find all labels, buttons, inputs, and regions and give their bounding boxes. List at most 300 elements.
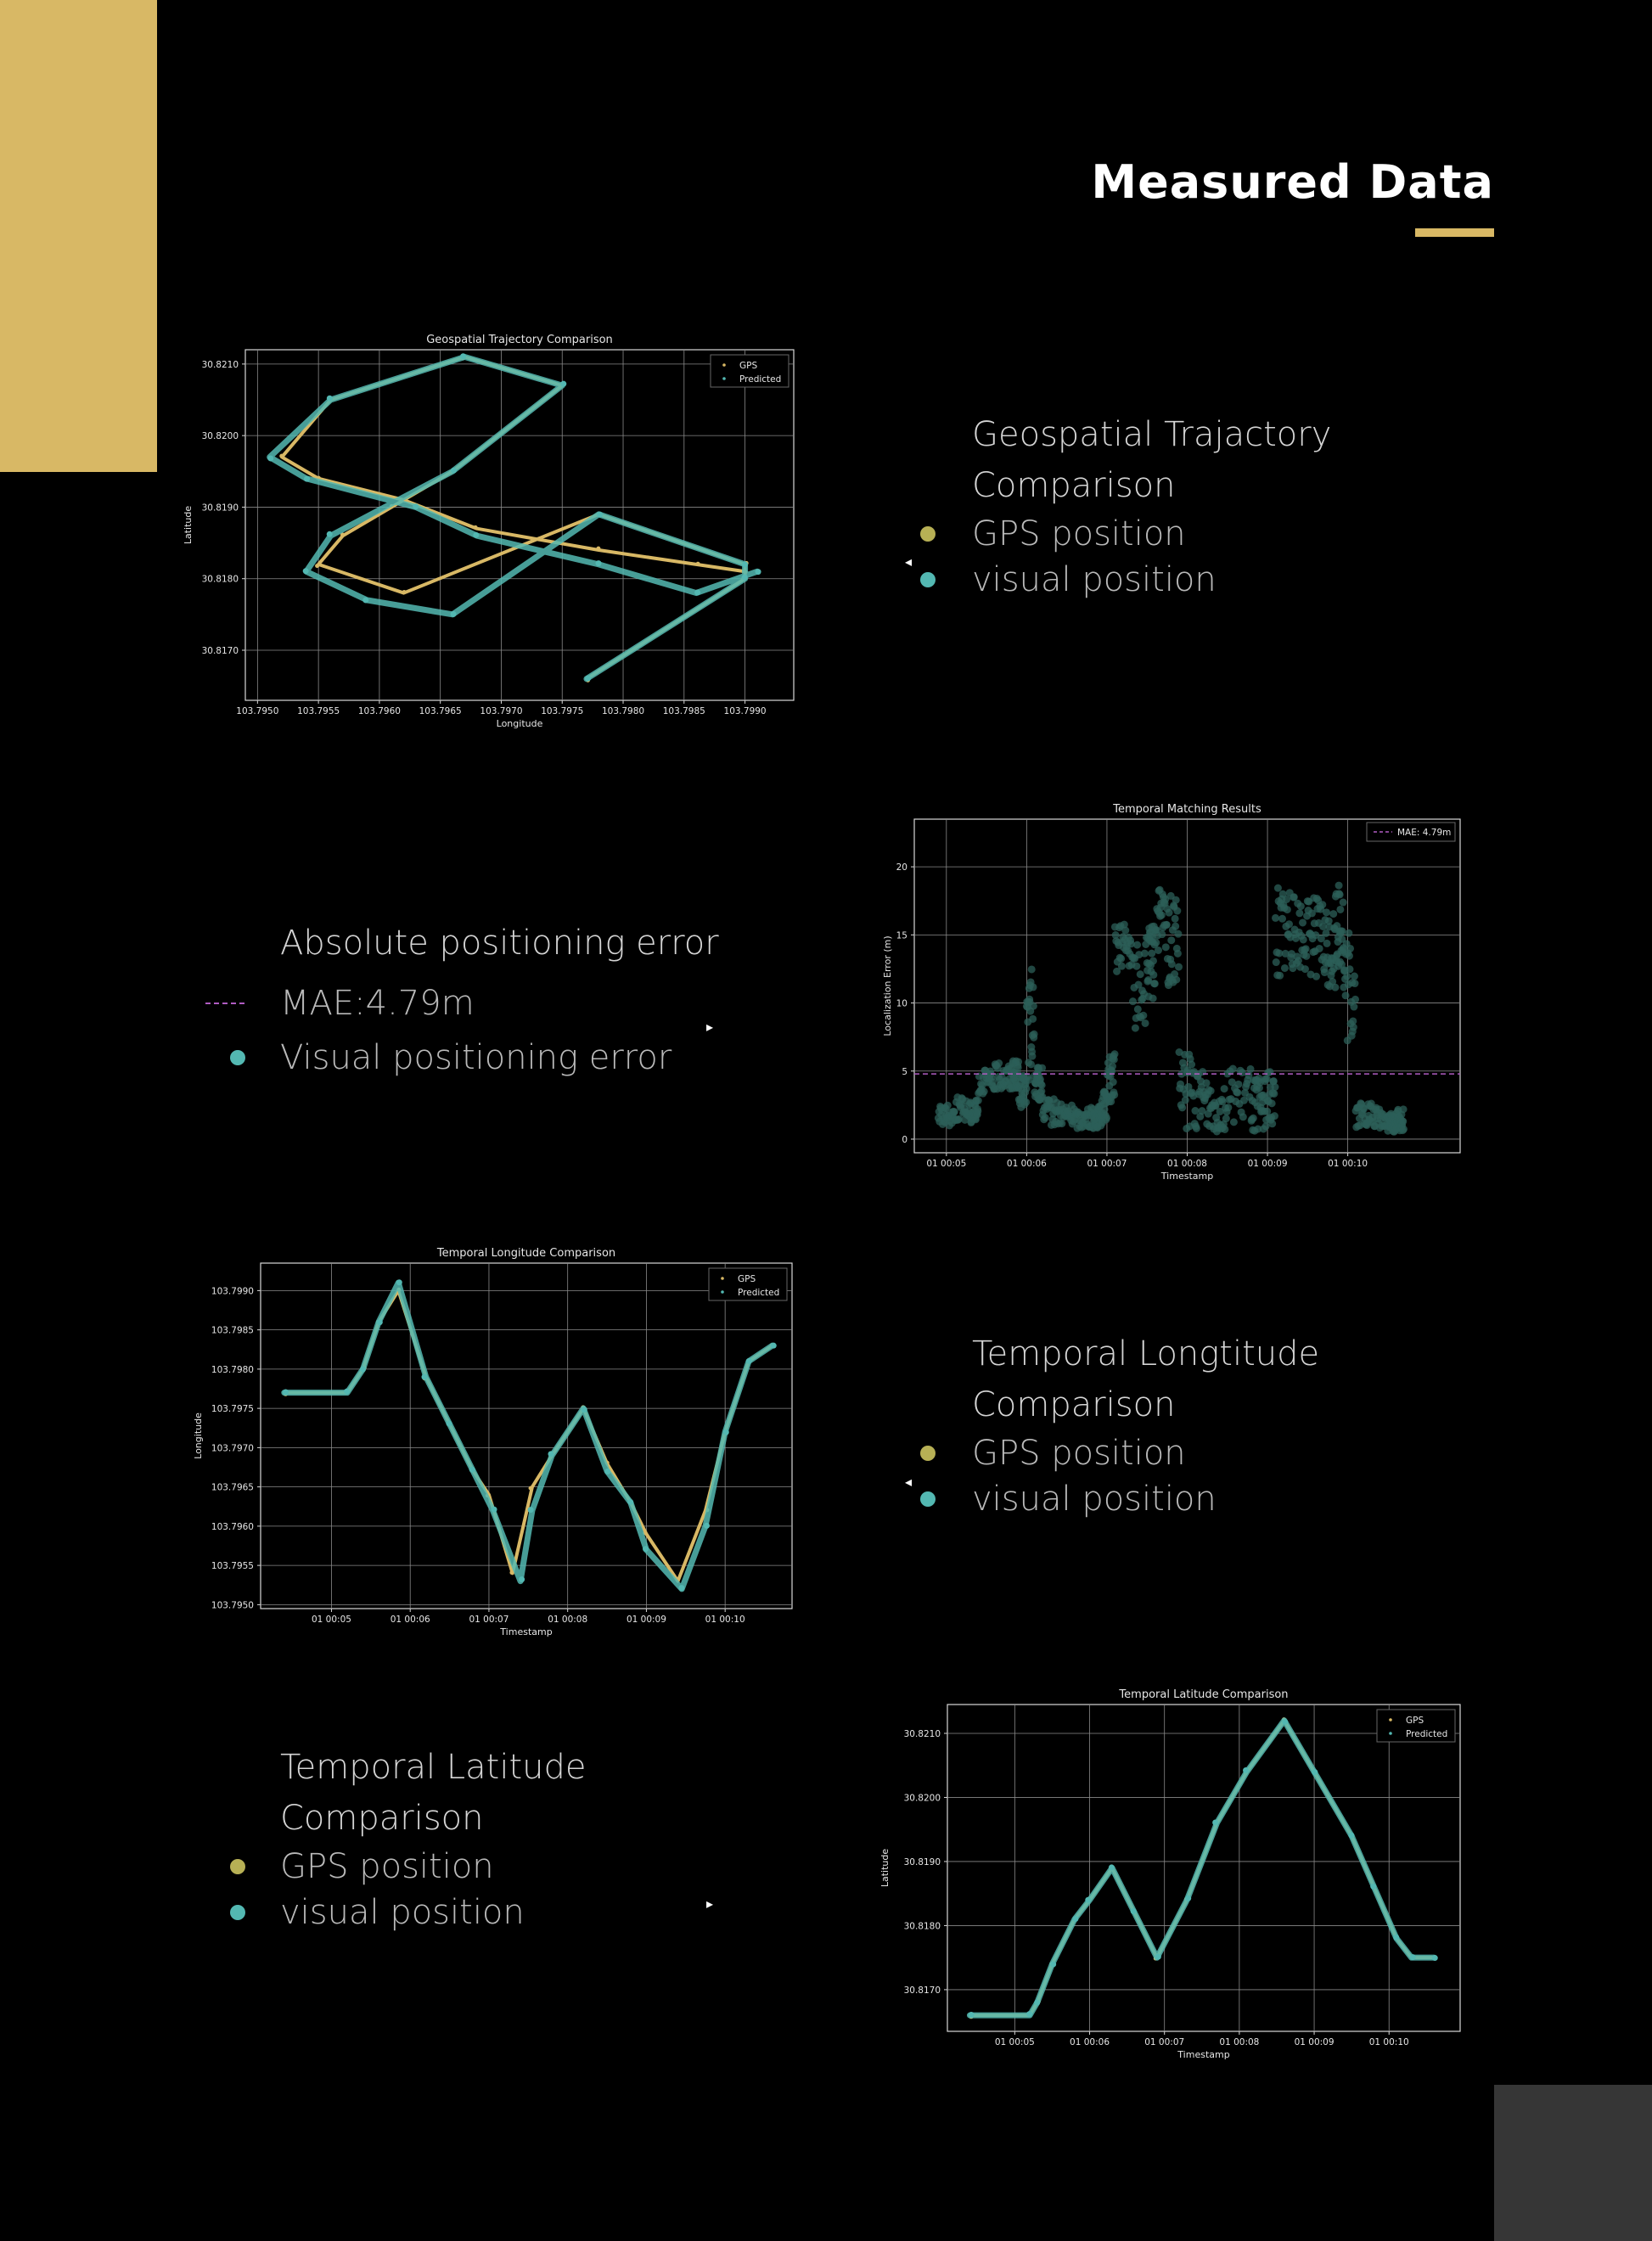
visual-dot-icon — [920, 1491, 936, 1507]
error-point — [1299, 918, 1306, 926]
error-point — [1029, 1015, 1037, 1023]
series-point-predicted — [422, 1374, 428, 1380]
error-point — [1207, 1087, 1215, 1095]
y-tick-label: 30.8190 — [903, 1856, 941, 1868]
latitude-description — [280, 1742, 587, 1935]
error-point — [1118, 963, 1126, 970]
error-point — [1133, 941, 1141, 949]
error-point — [1172, 923, 1179, 930]
series-point-predicted — [528, 1507, 534, 1513]
legend-marker-gps — [722, 363, 726, 367]
error-point — [981, 1087, 988, 1095]
series-point-predicted — [742, 575, 748, 581]
series-point-predicted — [1185, 1896, 1191, 1901]
chart-title: Temporal Matching Results — [1113, 803, 1261, 816]
error-point — [1331, 984, 1339, 991]
error-point — [1014, 1058, 1022, 1065]
error-point — [1110, 1078, 1117, 1086]
longitude-heading-line-2: Comparison — [972, 1385, 1176, 1424]
error-point — [1042, 1114, 1049, 1121]
error-point — [1400, 1105, 1408, 1113]
longitude-legend-gps-label: GPS position — [972, 1434, 1186, 1473]
error-point — [1162, 943, 1170, 951]
series-point-predicted — [742, 561, 748, 567]
error-point — [1167, 936, 1175, 944]
error-legend-visual-label: Visual positioning error — [280, 1038, 672, 1077]
error-point — [1191, 1107, 1199, 1115]
error-point — [1268, 1099, 1276, 1107]
x-tick-label: 01 00:10 — [1368, 2037, 1409, 2047]
series-point-gps — [696, 562, 700, 566]
x-tick-label: 01 00:06 — [390, 1615, 430, 1625]
error-legend-mae-label: MAE:4.79m — [280, 984, 475, 1023]
x-tick-label: 01 00:09 — [1247, 1159, 1288, 1169]
error-point — [1028, 1053, 1036, 1060]
error-point — [1203, 1079, 1211, 1087]
series-point-predicted — [1243, 1767, 1249, 1773]
y-tick-label: 30.8170 — [201, 646, 239, 656]
series-point-gps — [402, 590, 407, 594]
latitude-chart — [879, 1684, 1481, 2066]
chart-title: Geospatial Trajectory Comparison — [426, 334, 613, 346]
x-tick-label: 01 00:08 — [1167, 1159, 1207, 1169]
error-point — [1193, 1125, 1200, 1132]
chart-title: Temporal Latitude Comparison — [1119, 1688, 1289, 1701]
series-point-predicted — [451, 468, 457, 474]
series-point-predicted — [643, 1546, 649, 1552]
error-point — [1250, 1115, 1257, 1122]
x-tick-label: 103.7985 — [662, 706, 705, 716]
x-tick-label: 103.7980 — [601, 706, 645, 716]
legend-label-gps: GPS — [1406, 1716, 1424, 1726]
series-point-predicted — [548, 1451, 553, 1457]
error-point — [1121, 927, 1129, 935]
y-axis-label: Localization Error (m) — [882, 935, 893, 1036]
y-axis-label: Longitude — [193, 1413, 204, 1459]
error-point — [1172, 915, 1179, 923]
chart-title: Temporal Longitude Comparison — [436, 1247, 616, 1260]
x-tick-label: 01 00:05 — [994, 2037, 1035, 2047]
series-point-predicted — [362, 597, 368, 603]
mae-dashed-line-icon — [205, 1003, 244, 1004]
error-point — [1132, 1025, 1139, 1032]
error-chart — [870, 798, 1481, 1188]
trajectory-chart — [174, 329, 806, 737]
error-point — [1234, 1081, 1242, 1088]
error-point — [1233, 1089, 1241, 1097]
error-point — [1134, 1005, 1142, 1013]
error-point — [1221, 1085, 1228, 1092]
series-point-predicted — [1050, 1962, 1056, 1968]
y-tick-label: 30.8170 — [903, 1985, 941, 1996]
series-point-predicted — [1282, 1719, 1288, 1725]
series-point-predicted — [1155, 1954, 1161, 1960]
error-point — [1400, 1126, 1408, 1133]
error-point — [1173, 907, 1181, 915]
y-tick-label: 103.7965 — [211, 1482, 254, 1493]
series-point-predicted — [283, 1390, 289, 1396]
error-point — [1316, 945, 1323, 952]
trajectory-heading-line-1: Geospatial Trajactory — [972, 415, 1332, 454]
error-point — [995, 1059, 1003, 1067]
error-point — [1239, 1113, 1247, 1120]
error-point — [1263, 1076, 1271, 1083]
error-point — [1351, 980, 1358, 987]
error-point — [1297, 902, 1305, 910]
series-point-gps — [279, 454, 284, 458]
error-point — [1149, 995, 1157, 1003]
error-point — [1281, 964, 1289, 972]
error-legend-visual — [280, 1031, 719, 1085]
legend-label-mae: MAE: 4.79m — [1397, 828, 1452, 838]
error-point — [1284, 906, 1291, 913]
series-point-predicted — [1410, 1954, 1416, 1960]
error-point — [1342, 991, 1350, 999]
error-point — [1266, 1068, 1273, 1076]
trajectory-chart-svg — [174, 329, 806, 737]
error-point — [1335, 882, 1343, 890]
error-point — [1272, 914, 1279, 922]
error-point — [1139, 1012, 1147, 1019]
x-tick-label: 01 00:05 — [311, 1615, 351, 1625]
series-point-predicted — [473, 532, 479, 538]
latitude-heading-line-1: Temporal Latitude — [280, 1748, 587, 1787]
y-tick-label: 20 — [896, 862, 907, 873]
error-point — [1031, 1031, 1038, 1038]
x-axis-label: Timestamp — [1177, 2049, 1230, 2060]
error-legend-mae — [280, 976, 719, 1031]
longitude-legend-visual-label: visual position — [972, 1480, 1217, 1519]
x-tick-label: 01 00:10 — [705, 1615, 745, 1625]
y-tick-label: 0 — [902, 1134, 907, 1145]
latitude-legend-visual — [280, 1890, 587, 1935]
error-point — [951, 1108, 958, 1115]
series-point-predicted — [694, 590, 700, 596]
y-tick-label: 103.7955 — [211, 1561, 254, 1572]
error-point — [1152, 939, 1160, 946]
error-point — [1351, 996, 1359, 1003]
series-point-predicted — [396, 1279, 402, 1285]
arrow-left-icon: ◂ — [905, 553, 913, 570]
visual-dot-icon — [230, 1905, 245, 1920]
x-tick-label: 01 00:05 — [926, 1159, 967, 1169]
error-point — [1158, 912, 1166, 919]
error-point — [1350, 1003, 1357, 1011]
latitude-chart-svg — [879, 1684, 1481, 2066]
legend-label-predicted: Predicted — [1406, 1729, 1448, 1739]
x-axis-label: Timestamp — [1160, 1171, 1214, 1182]
error-point — [1030, 1003, 1037, 1010]
error-point — [1318, 901, 1326, 908]
page-title: Measured Data — [1091, 155, 1494, 209]
y-tick-label: 103.7950 — [211, 1600, 254, 1611]
arrow-right-icon: ▸ — [706, 1019, 714, 1035]
series-point-predicted — [969, 2012, 975, 2018]
error-point — [1038, 1064, 1046, 1072]
series-point-predicted — [344, 1389, 350, 1395]
trajectory-legend-gps-label: GPS position — [972, 514, 1186, 553]
error-point — [1142, 1019, 1149, 1027]
error-point — [1351, 973, 1358, 980]
error-point — [1321, 969, 1329, 976]
x-tick-label: 01 00:07 — [1087, 1159, 1127, 1169]
series-point-predicted — [327, 396, 333, 402]
series-point-predicted — [1072, 1916, 1078, 1922]
error-point — [1323, 940, 1331, 947]
longitude-legend-visual — [972, 1476, 1319, 1522]
visual-error-dot-icon — [230, 1050, 245, 1065]
error-point — [1302, 945, 1310, 952]
x-tick-label: 01 00:09 — [626, 1615, 666, 1625]
series-point-predicted — [446, 1421, 452, 1427]
visual-dot-icon — [920, 572, 936, 587]
error-point — [1110, 1091, 1118, 1098]
error-point — [1312, 973, 1320, 980]
longitude-chart — [183, 1243, 806, 1646]
error-point — [1172, 976, 1180, 984]
x-tick-label: 01 00:08 — [548, 1615, 588, 1625]
series-point-predicted — [469, 1467, 475, 1473]
error-description — [280, 917, 719, 1085]
error-point — [1300, 935, 1307, 943]
series-point-predicted — [704, 1523, 710, 1529]
latitude-heading-line-2: Comparison — [280, 1799, 484, 1838]
arrow-right-icon: ▸ — [706, 1896, 714, 1912]
error-point — [1141, 950, 1149, 958]
error-point — [1271, 1083, 1278, 1091]
series-point-predicted — [585, 676, 591, 682]
x-tick-label: 103.7955 — [297, 706, 340, 716]
error-point — [1137, 970, 1144, 978]
latitude-legend-visual-label: visual position — [280, 1893, 525, 1932]
gps-dot-icon — [920, 1446, 936, 1461]
y-tick-label: 5 — [902, 1066, 907, 1077]
error-point — [1174, 930, 1182, 938]
error-point — [1301, 965, 1309, 973]
gps-dot-icon — [920, 526, 936, 542]
series-point-predicted — [604, 1469, 610, 1474]
series-point-predicted — [413, 503, 419, 509]
series-point-predicted — [519, 1576, 525, 1582]
series-point-predicted — [627, 1499, 633, 1505]
gray-corner-block — [1494, 2085, 1652, 2241]
y-tick-label: 30.8210 — [201, 359, 239, 370]
series-point-predicted — [771, 1343, 777, 1349]
error-point — [1346, 952, 1353, 960]
error-point — [1323, 908, 1330, 916]
x-tick-label: 103.7960 — [357, 706, 401, 716]
y-tick-label: 10 — [896, 998, 907, 1009]
y-tick-label: 103.7960 — [211, 1521, 254, 1532]
error-point — [1346, 945, 1354, 952]
gold-accent-block — [0, 0, 157, 472]
error-point — [1188, 1060, 1195, 1068]
error-point — [944, 1102, 952, 1109]
y-tick-label: 103.7985 — [211, 1325, 254, 1336]
legend-label-predicted: Predicted — [739, 374, 782, 385]
legend-marker-gps — [1389, 1718, 1392, 1721]
error-point — [975, 1097, 982, 1104]
y-tick-label: 103.7970 — [211, 1443, 254, 1454]
x-tick-label: 01 00:07 — [1144, 2037, 1185, 2047]
error-point — [1158, 930, 1166, 938]
legend-marker-gps — [721, 1277, 724, 1280]
x-tick-label: 01 00:08 — [1219, 2037, 1260, 2047]
gps-dot-icon — [230, 1859, 245, 1874]
error-point — [1172, 896, 1180, 904]
error-point — [1340, 899, 1347, 907]
x-tick-label: 103.7990 — [723, 706, 767, 716]
error-point — [1030, 983, 1037, 991]
error-point — [1343, 973, 1351, 980]
x-tick-label: 01 00:07 — [469, 1615, 509, 1625]
error-point — [1339, 927, 1346, 935]
latitude-legend-gps — [280, 1844, 587, 1890]
error-point — [1149, 971, 1157, 979]
error-point — [1163, 921, 1171, 929]
y-tick-label: 30.8200 — [903, 1793, 941, 1804]
series-point-predicted — [597, 512, 603, 518]
trajectory-legend-visual-label: visual position — [972, 560, 1217, 599]
error-point — [1175, 963, 1183, 971]
y-axis-label: Latitude — [879, 1848, 891, 1888]
series-point-predicted — [1109, 1864, 1115, 1870]
series-point-gps — [315, 564, 319, 568]
error-point — [1022, 1098, 1030, 1106]
error-point — [1271, 1112, 1278, 1120]
error-point — [1027, 1060, 1035, 1068]
series-point-predicted — [1034, 2000, 1040, 2006]
series-point-predicted — [1212, 1819, 1218, 1825]
error-point — [1270, 1090, 1278, 1098]
series-point-predicted — [1432, 1955, 1438, 1961]
error-point — [1276, 972, 1284, 980]
series-point-predicted — [1312, 1769, 1318, 1775]
error-point — [1283, 896, 1290, 903]
error-point — [1178, 1104, 1186, 1111]
error-chart-svg — [870, 798, 1481, 1188]
y-tick-label: 30.8180 — [903, 1921, 941, 1932]
error-point — [1336, 890, 1344, 898]
series-point-predicted — [560, 381, 566, 387]
series-point-predicted — [756, 569, 761, 575]
trajectory-description — [972, 409, 1331, 603]
arrow-left-icon: ◂ — [905, 1474, 913, 1490]
error-point — [1224, 1104, 1232, 1111]
error-point — [1229, 1065, 1237, 1073]
error-point — [1346, 965, 1353, 973]
error-point — [1103, 1114, 1110, 1121]
error-point — [1117, 955, 1125, 963]
error-point — [1302, 952, 1310, 960]
error-point — [1129, 997, 1137, 1005]
x-tick-label: 01 00:06 — [1070, 2037, 1110, 2047]
series-point-predicted — [678, 1585, 684, 1591]
error-point — [1058, 1120, 1065, 1127]
error-point — [1274, 885, 1282, 892]
error-heading: Absolute positioning error — [280, 924, 719, 963]
x-tick-label: 103.7975 — [541, 706, 584, 716]
error-point — [1222, 1115, 1230, 1122]
y-tick-label: 30.8190 — [201, 503, 239, 514]
series-point-predicted — [492, 1507, 497, 1513]
error-point — [1174, 950, 1182, 958]
series-point-predicted — [723, 1429, 729, 1435]
error-point — [1295, 909, 1303, 917]
error-point — [1023, 1085, 1031, 1092]
series-point-predicted — [1393, 1935, 1399, 1941]
x-axis-label: Timestamp — [500, 1626, 553, 1637]
x-tick-label: 01 00:10 — [1328, 1159, 1368, 1169]
error-point — [1132, 963, 1140, 970]
trajectory-legend-visual — [972, 557, 1331, 603]
longitude-legend-gps — [972, 1430, 1319, 1476]
plot-area — [947, 1705, 1460, 2031]
error-point — [1273, 958, 1280, 966]
legend-marker-predicted — [722, 377, 726, 380]
error-point — [1111, 1050, 1119, 1058]
error-point — [1285, 920, 1293, 928]
error-point — [1149, 957, 1157, 964]
series-point-predicted — [451, 611, 457, 617]
error-point — [1221, 1126, 1228, 1133]
y-tick-label: 30.8180 — [201, 574, 239, 585]
y-tick-label: 103.7990 — [211, 1286, 254, 1297]
y-tick-label: 15 — [896, 930, 907, 941]
series-point-predicted — [1348, 1833, 1354, 1839]
trajectory-legend-gps — [972, 511, 1331, 557]
error-point — [1166, 909, 1173, 917]
latitude-legend-gps-label: GPS position — [280, 1847, 494, 1886]
series-point-predicted — [377, 1319, 383, 1325]
error-point — [1350, 1024, 1357, 1031]
y-tick-label: 103.7975 — [211, 1404, 254, 1415]
x-tick-label: 103.7950 — [236, 706, 279, 716]
series-point-predicted — [304, 476, 310, 482]
series-point-gps — [596, 547, 600, 551]
series-point-predicted — [1026, 2011, 1032, 2017]
legend-label-gps: GPS — [738, 1274, 756, 1284]
series-point-predicted — [360, 1366, 366, 1372]
title-underline — [1415, 228, 1494, 237]
y-tick-label: 30.8200 — [201, 431, 239, 442]
error-point — [1247, 1065, 1255, 1073]
series-point-predicted — [746, 1358, 752, 1364]
x-tick-label: 103.7965 — [419, 706, 462, 716]
error-point — [1151, 980, 1159, 987]
series-point-predicted — [267, 455, 273, 461]
series-point-gps — [529, 1486, 533, 1491]
x-tick-label: 01 00:06 — [1006, 1159, 1047, 1169]
x-tick-label: 01 00:09 — [1294, 2037, 1335, 2047]
longitude-chart-svg — [183, 1243, 806, 1646]
series-point-predicted — [582, 1407, 587, 1413]
error-point — [1278, 915, 1286, 923]
series-point-predicted — [1131, 1908, 1137, 1914]
error-point — [1268, 1120, 1276, 1127]
y-tick-label: 30.8210 — [903, 1728, 941, 1739]
legend-marker-predicted — [721, 1290, 724, 1294]
y-axis-label: Latitude — [183, 505, 194, 545]
series-point-predicted — [303, 568, 309, 574]
error-point — [1345, 930, 1352, 937]
error-point — [1168, 960, 1176, 968]
error-point — [1399, 1118, 1407, 1126]
longitude-heading-line-1: Temporal Longtitude — [972, 1334, 1320, 1373]
error-point — [1329, 910, 1337, 918]
series-point-predicted — [460, 353, 466, 359]
error-point — [974, 1107, 981, 1115]
